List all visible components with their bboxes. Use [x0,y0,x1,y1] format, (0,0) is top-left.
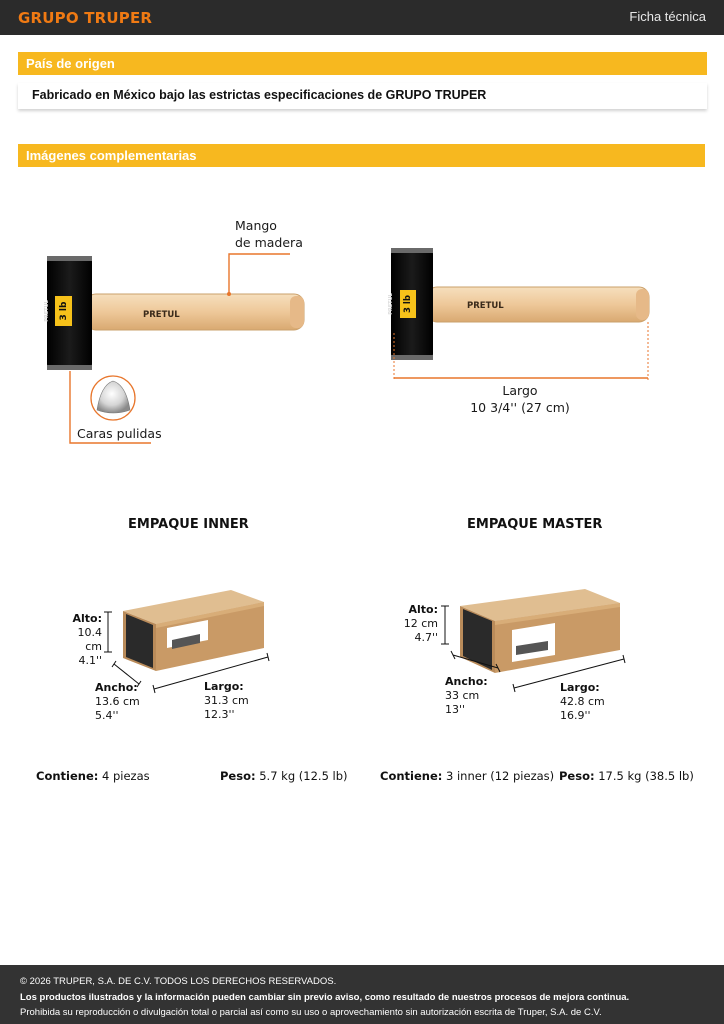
page-footer [0,965,724,1024]
inner-largo-cm: 31.3 cm [204,694,249,707]
inner-largo [204,680,249,722]
svg-text:3 lb: 3 lb [59,301,69,321]
handle-callout-label [235,217,303,251]
master-contents-label: Contiene: [380,769,443,783]
svg-text:3 lb: 3 lb [403,295,413,313]
footer-legal: Prohibida su reproducción o divulgación total o parcial así como su uso o aprovechamiento sin autorización escrita de Truper, S.A. de C.V. [20,1007,602,1018]
master-ancho-label: Ancho: [445,675,488,688]
master-ancho-cm: 33 cm [445,689,480,702]
master-alto-in: 4.7'' [414,631,438,644]
inner-contents [36,769,150,783]
handle-callout-line1: Mango [235,218,277,233]
master-largo-in: 16.9'' [560,709,591,722]
inner-weight [220,769,348,783]
footer-copyright: © 2026 TRUPER, S.A. DE C.V. TODOS LOS DERECHOS RESERVADOS. [20,976,337,987]
inner-alto-cm: 10.4 cm [77,626,102,653]
length-value: 10 3/4'' (27 cm) [470,400,570,415]
inner-contents-value: 4 piezas [102,769,150,783]
handle-callout-line2: de madera [235,235,303,250]
origin-text: Fabricado en México bajo las estrictas especificaciones de GRUPO TRUPER [18,83,707,109]
hammer-illustrations [0,170,724,460]
master-package-title: EMPAQUE MASTER [467,517,603,532]
faces-callout-label: Caras pulidas [77,426,162,441]
origin-section-header: País de origen [18,52,707,75]
length-label: Largo [502,383,538,398]
master-alto-label: Alto: [408,603,438,616]
grupo-truper-logo: GRUPO TRUPER [18,9,153,27]
document-type-label: Ficha técnica [629,9,706,24]
top-header [0,0,724,35]
master-alto [396,603,438,645]
svg-text:PRETUL: PRETUL [143,310,180,320]
inner-contents-label: Contiene: [36,769,99,783]
inner-largo-in: 12.3'' [204,708,235,721]
inner-alto-label: Alto: [72,612,102,625]
length-callout-label [455,382,585,416]
master-largo-label: Largo: [560,681,600,694]
master-largo-cm: 42.8 cm [560,695,605,708]
master-ancho-in: 13'' [445,703,466,716]
hammer-right [388,248,649,360]
inner-largo-label: Largo: [204,680,244,693]
master-alto-cm: 12 cm [403,617,438,630]
master-weight-value: 17.5 kg (38.5 lb) [598,769,694,783]
inner-ancho [95,681,140,723]
inner-box [123,590,264,690]
master-largo [560,681,605,723]
hammer-handle [86,294,304,330]
inner-ancho-label: Ancho: [95,681,138,694]
inner-weight-label: Peso: [220,769,256,783]
master-contents [380,769,554,783]
master-ancho [445,675,488,717]
svg-text:PRETUL: PRETUL [467,301,504,311]
svg-text:PRETUL: PRETUL [44,300,50,322]
inner-alto [58,612,102,668]
footer-notice: Los productos ilustrados y la información pueden cambiar sin previo aviso, como resultado de nuestros procesos de mejora continua. [20,991,630,1003]
master-box [460,589,620,673]
inner-package-title: EMPAQUE INNER [128,517,249,532]
master-weight [559,769,694,783]
inner-weight-value: 5.7 kg (12.5 lb) [259,769,348,783]
master-contents-value: 3 inner (12 piezas) [446,769,555,783]
inner-ancho-in: 5.4'' [95,709,119,722]
master-weight-label: Peso: [559,769,595,783]
inner-ancho-cm: 13.6 cm [95,695,140,708]
images-section-header: Imágenes complementarias [18,144,705,167]
inner-alto-in: 4.1'' [78,654,102,667]
svg-text:PRETUL: PRETUL [388,293,394,315]
hammer-left [44,256,304,370]
